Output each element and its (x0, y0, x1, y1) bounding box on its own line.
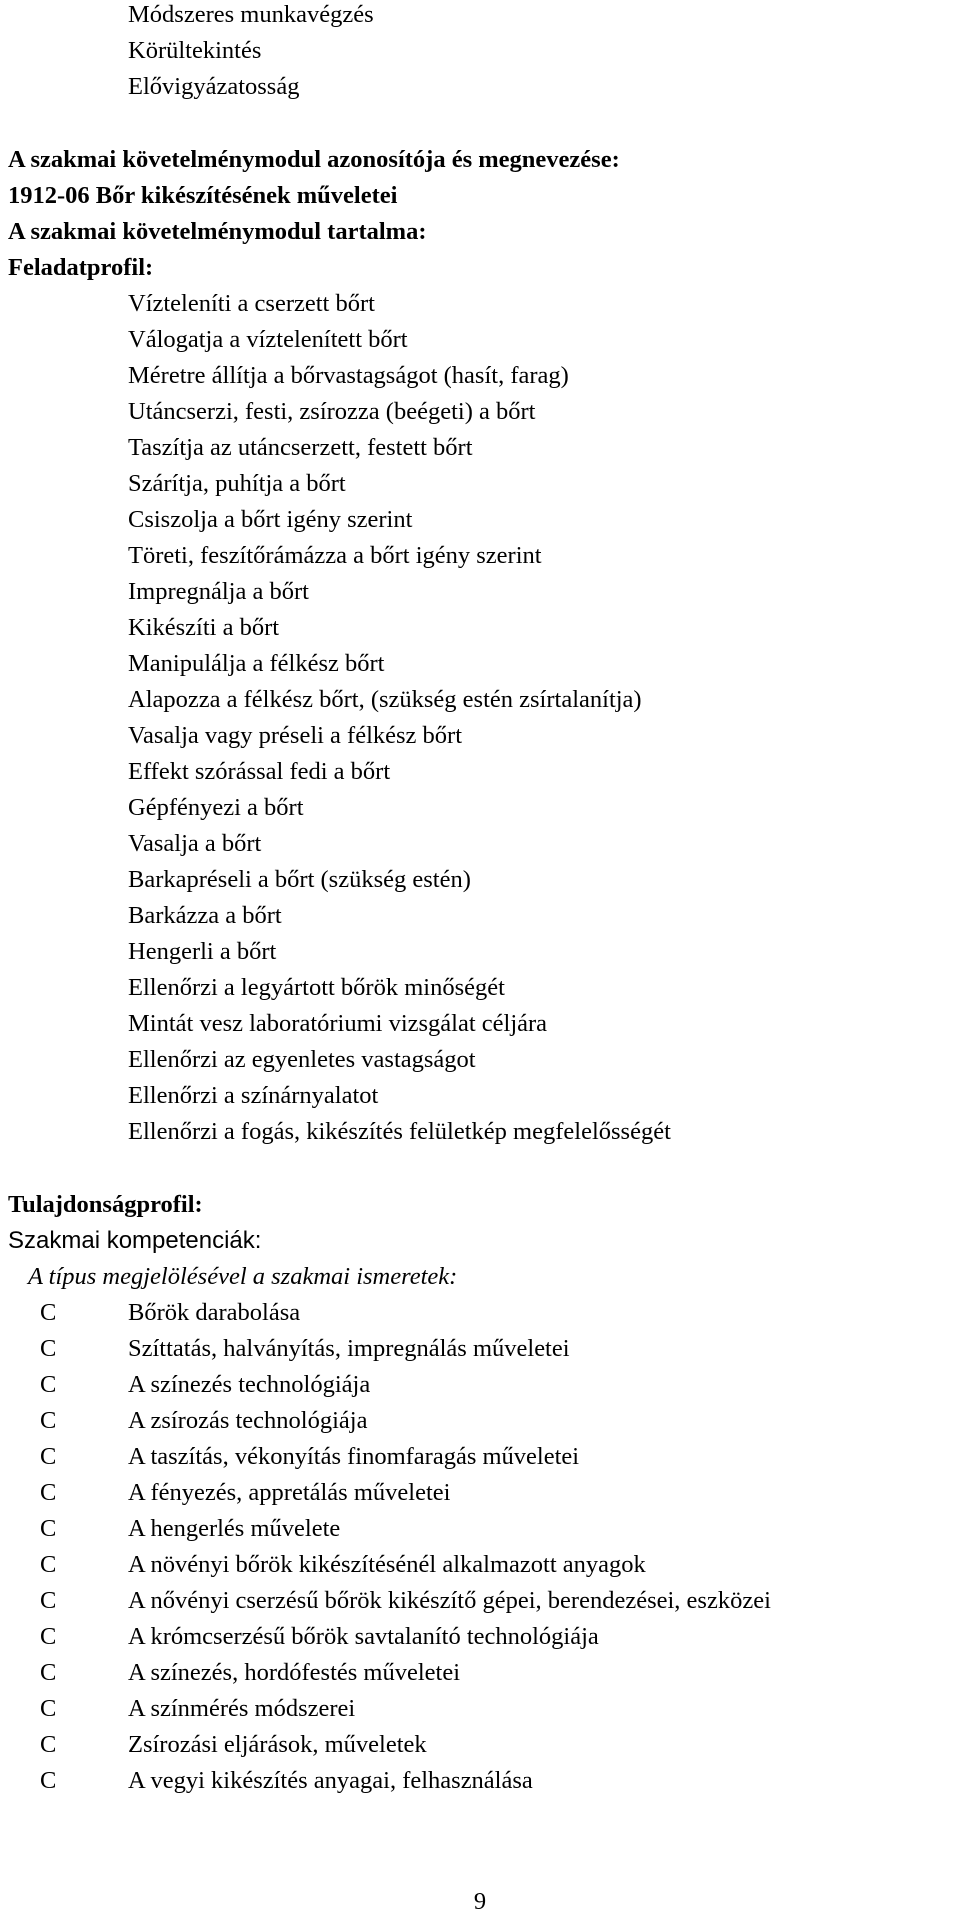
knowledge-type: C (40, 1767, 57, 1794)
knowledge-type: C (40, 1623, 57, 1650)
task-item: Töreti, feszítőrámázza a bőrt igény szerint (128, 542, 542, 569)
task-profile-heading: Feladatprofil: (8, 254, 154, 281)
task-item: Vasalja vagy préseli a félkész bőrt (128, 722, 463, 749)
knowledge-text: A hengerlés művelete (128, 1515, 341, 1542)
knowledge-type: C (40, 1551, 57, 1578)
module-id-heading: A szakmai követelménymodul azonosítója és megnevezése: (8, 146, 620, 173)
knowledge-text: Bőrök darabolása (128, 1299, 301, 1326)
task-item: Válogatja a víztelenített bőrt (128, 326, 408, 353)
task-item: Barkapréseli a bőrt (szükség estén) (128, 866, 471, 893)
knowledge-type: C (40, 1479, 57, 1506)
knowledge-type: C (40, 1443, 57, 1470)
task-item: Hengerli a bőrt (128, 938, 277, 965)
task-item: Ellenőrzi az egyenletes vastagságot (128, 1046, 476, 1073)
task-item: Csiszolja a bőrt igény szerint (128, 506, 413, 533)
task-item: Effekt szórással fedi a bőrt (128, 758, 391, 785)
knowledge-text: Zsírozási eljárások, műveletek (128, 1731, 427, 1758)
task-item: Barkázza a bőrt (128, 902, 282, 929)
task-item: Gépfényezi a bőrt (128, 794, 304, 821)
knowledge-text: A taszítás, vékonyítás finomfaragás műveletei (128, 1443, 580, 1470)
list-item: Elővigyázatosság (128, 73, 300, 100)
module-content-heading: A szakmai követelménymodul tartalma: (8, 218, 427, 245)
page-number: 9 (473, 1888, 487, 1915)
task-item: Ellenőrzi a legyártott bőrök minőségét (128, 974, 505, 1001)
task-item: Impregnálja a bőrt (128, 578, 309, 605)
knowledge-type: C (40, 1371, 57, 1398)
task-item: Vasalja a bőrt (128, 830, 262, 857)
knowledge-text: A színezés technológiája (128, 1371, 371, 1398)
knowledge-text: A zsírozás technológiája (128, 1407, 368, 1434)
task-item: Ellenőrzi a fogás, kikészítés felületkép megfelelősségét (128, 1118, 671, 1145)
knowledge-heading: A típus megjelölésével a szakmai ismeretek: (28, 1263, 458, 1290)
task-item: Alapozza a félkész bőrt, (szükség estén zsírtalanítja) (128, 686, 642, 713)
knowledge-text: Szíttatás, halványítás, impregnálás műveletei (128, 1335, 570, 1362)
task-item: Ellenőrzi a színárnyalatot (128, 1082, 379, 1109)
knowledge-type: C (40, 1731, 57, 1758)
knowledge-type: C (40, 1659, 57, 1686)
task-item: Vízteleníti a cserzett bőrt (128, 290, 375, 317)
list-item: Módszeres munkavégzés (128, 1, 374, 28)
knowledge-type: C (40, 1587, 57, 1614)
task-item: Méretre állítja a bőrvastagságot (hasít, farag) (128, 362, 569, 389)
task-item: Utáncserzi, festi, zsírozza (beégeti) a bőrt (128, 398, 536, 425)
knowledge-type: C (40, 1335, 57, 1362)
knowledge-text: A krómcserzésű bőrök savtalanító technológiája (128, 1623, 599, 1650)
knowledge-type: C (40, 1515, 57, 1542)
task-item: Manipulálja a félkész bőrt (128, 650, 385, 677)
task-item: Taszítja az utáncserzett, festett bőrt (128, 434, 473, 461)
knowledge-text: A színmérés módszerei (128, 1695, 356, 1722)
knowledge-text: A fényezés, appretálás műveletei (128, 1479, 451, 1506)
property-profile-heading: Tulajdonságprofil: (8, 1191, 203, 1218)
knowledge-type: C (40, 1407, 57, 1434)
knowledge-type: C (40, 1299, 57, 1326)
knowledge-type: C (40, 1695, 57, 1722)
knowledge-text: A növényi bőrök kikészítésénél alkalmazott anyagok (128, 1551, 646, 1578)
module-name: 1912-06 Bőr kikészítésének műveletei (8, 182, 398, 209)
task-item: Mintát vesz laboratóriumi vizsgálat céljára (128, 1010, 548, 1037)
competencies-label: Szakmai kompetenciák: (8, 1227, 262, 1254)
task-item: Kikészíti a bőrt (128, 614, 280, 641)
knowledge-text: A színezés, hordófestés műveletei (128, 1659, 461, 1686)
knowledge-text: A nővényi cserzésű bőrök kikészítő gépei, berendezései, eszközei (128, 1587, 771, 1614)
list-item: Körültekintés (128, 37, 262, 64)
task-item: Szárítja, puhítja a bőrt (128, 470, 346, 497)
knowledge-text: A vegyi kikészítés anyagai, felhasználása (128, 1767, 533, 1794)
